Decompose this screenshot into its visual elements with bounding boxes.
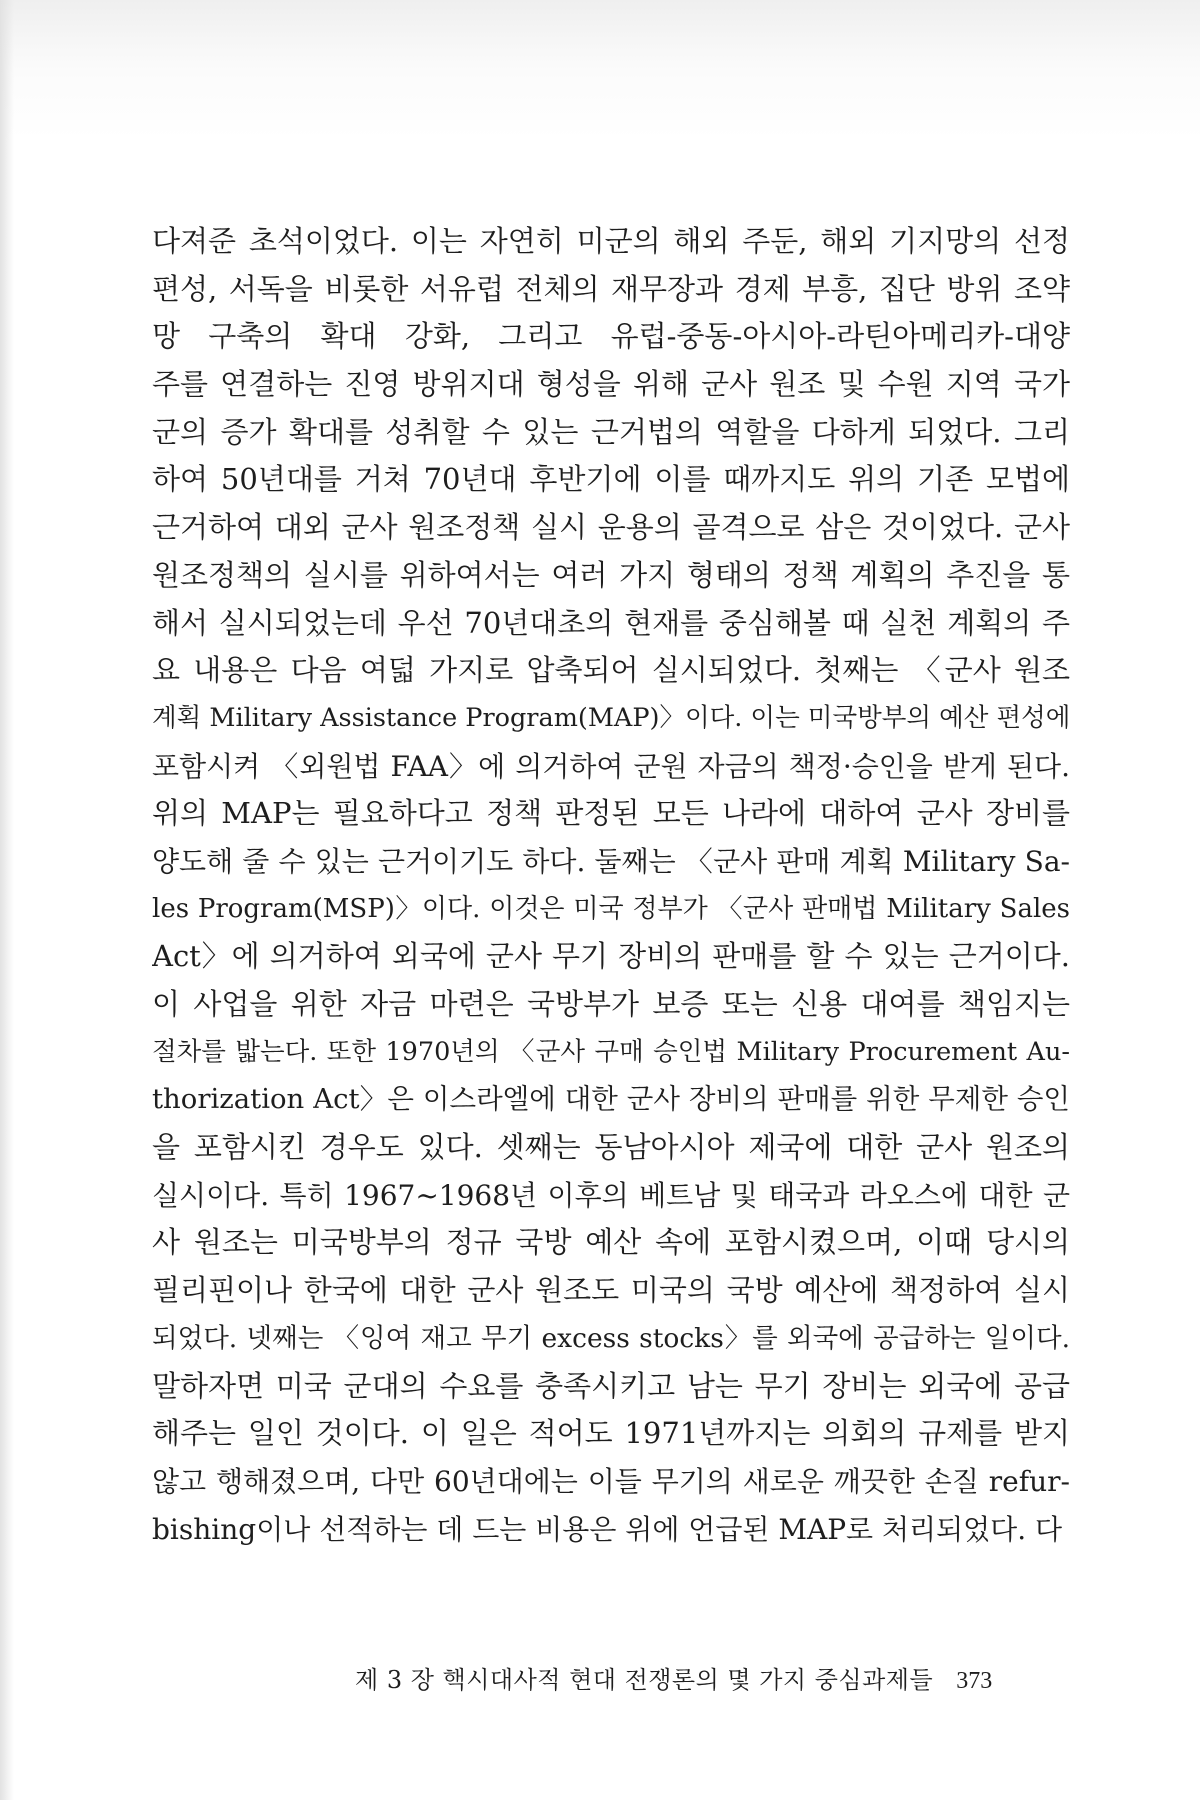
page-number: 373 (956, 1668, 993, 1694)
text-line: 군의 증가 확대를 성취할 수 있는 근거법의 역할을 다하게 되었다. 그리 (152, 414, 1070, 449)
text-line: 필리핀이나 한국에 대한 군사 원조도 미국의 국방 예산에 책정하여 실시 (152, 1273, 1070, 1308)
text-line: bishing이나 선적하는 데 드는 비용은 위에 언급된 MAP로 처리되었다. 다 (152, 1512, 1063, 1546)
text-line: 원조정책의 실시를 위하여서는 여러 가지 형태의 정책 계획의 추진을 통 (152, 557, 1070, 592)
text-line: 해주는 일인 것이다. 이 일은 적어도 1971년까지는 의회의 규제를 받지 (152, 1416, 1070, 1451)
text-line: 요 내용은 다음 여덟 가지로 압축되어 실시되었다. 첫째는 〈군사 원조 (152, 653, 1070, 688)
text-line: 않고 행해졌으며, 다만 60년대에는 이들 무기의 새로운 깨끗한 손질 refur- (152, 1464, 1070, 1498)
text-line: les Program(MSP)〉이다. 이것은 미국 정부가 〈군사 판매법 Military Sales (152, 893, 1070, 924)
text-line: thorization Act〉은 이스라엘에 대한 군사 장비의 판매를 위한 무제한 승인 (152, 1083, 1070, 1116)
text-line: 계획 Military Assistance Program(MAP)〉이다. 이는 미국방부의 예산 편성에 (152, 702, 1070, 733)
text-line: 절차를 밟는다. 또한 1970년의 〈군사 구매 승인법 Military Procurement Au- (152, 1036, 1070, 1067)
text-line: 사 원조는 미국방부의 정규 국방 예산 속에 포함시켰으며, 이때 당시의 (152, 1225, 1070, 1260)
text-line: 을 포함시킨 경우도 있다. 셋째는 동남아시아 제국에 대한 군사 원조의 (152, 1130, 1070, 1165)
text-line: 근거하여 대외 군사 원조정책 실시 운용의 골격으로 삼은 것이었다. 군사 (152, 510, 1070, 545)
text-line: 위의 MAP는 필요하다고 정책 판정된 모든 나라에 대하여 군사 장비를 (152, 796, 1070, 831)
scan-shadow (0, 0, 14, 1800)
text-line: 망 구축의 확대 강화, 그리고 유럽-중동-아시아-라틴아메리카-대양 (152, 319, 1070, 354)
text-line: 다져준 초석이었다. 이는 자연히 미군의 해외 주둔, 해외 기지망의 선정 (152, 224, 1070, 258)
text-line: 양도해 줄 수 있는 근거이기도 하다. 둘째는 〈군사 판매 계획 Military Sa- (152, 844, 1070, 878)
text-line: 하여 50년대를 거쳐 70년대 후반기에 이를 때까지도 위의 기존 모법에 (152, 462, 1070, 497)
text-line: 되었다. 넷째는 〈잉여 재고 무기 excess stocks〉를 외국에 공급하는 일이다. (152, 1322, 1070, 1354)
text-line: 실시이다. 특히 1967~1968년 이후의 베트남 및 태국과 라오스에 대한 군 (152, 1178, 1070, 1212)
page-footer (355, 1660, 1075, 1700)
text-line: 포함시켜 〈외원법 FAA〉에 의거하여 군원 자금의 책정·승인을 받게 된다. (152, 749, 1070, 783)
text-line: 말하자면 미국 군대의 수요를 충족시키고 남는 무기 장비는 외국에 공급 (152, 1368, 1070, 1403)
text-line: 해서 실시되었는데 우선 70년대초의 현재를 중심해볼 때 실천 계획의 주 (152, 605, 1070, 640)
text-line: 편성, 서독을 비롯한 서유럽 전체의 재무장과 경제 부흥, 집단 방위 조약 (152, 271, 1070, 306)
body-text (152, 218, 1070, 1553)
text-line: 주를 연결하는 진영 방위지대 형성을 위해 군사 원조 및 수원 지역 국가 (152, 367, 1070, 402)
text-line: 이 사업을 위한 자금 마련은 국방부가 보증 또는 신용 대여를 책임지는 (152, 987, 1070, 1021)
running-head: 제 3 장 핵시대사적 현대 전쟁론의 몇 가지 중심과제들 (355, 1666, 934, 1694)
text-line: Act〉에 의거하여 외국에 군사 무기 장비의 판매를 할 수 있는 근거이다. (152, 939, 1070, 974)
